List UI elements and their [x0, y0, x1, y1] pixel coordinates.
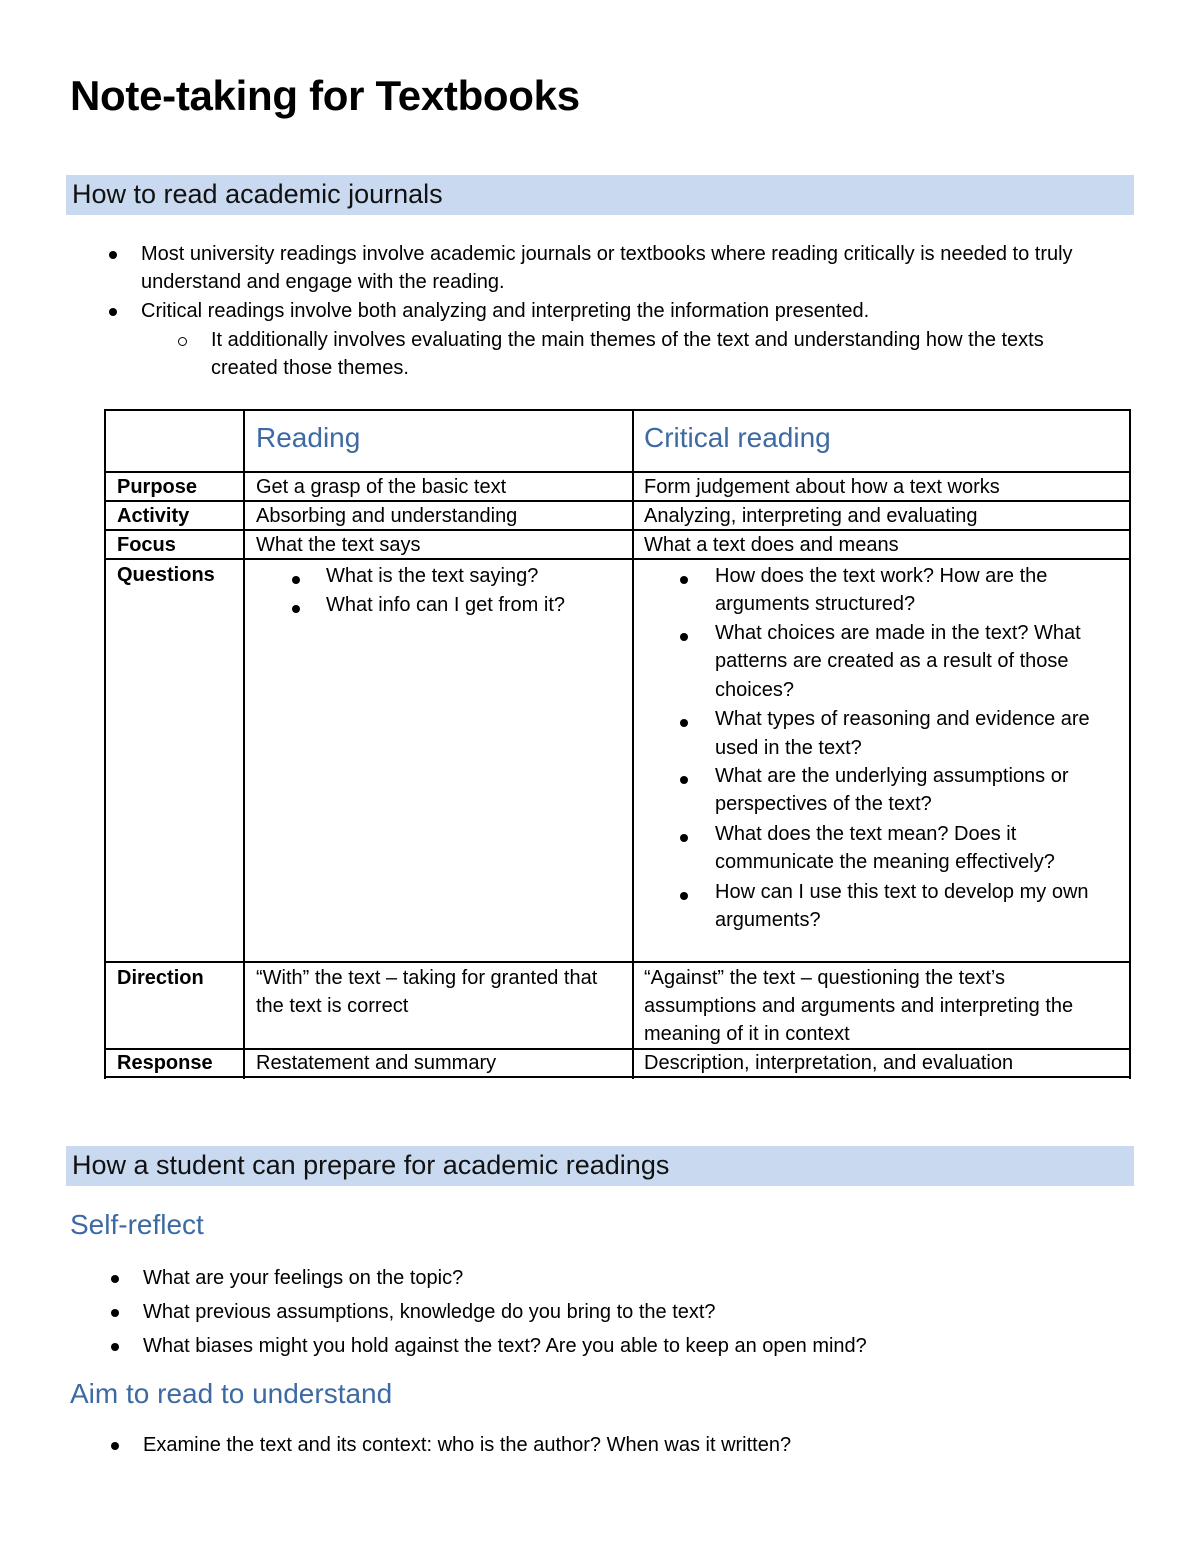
- bullet-icon: [680, 834, 688, 842]
- list-item: How can I use this text to develop my own: [715, 881, 1089, 903]
- bullet-text: Most university readings involve academic journals or textbooks where reading critically is needed to truly: [141, 243, 1073, 265]
- list-item-continued: used in the text?: [715, 737, 862, 759]
- list-item: What are the underlying assumptions or: [715, 765, 1069, 787]
- subheading-self-reflect: Self-reflect: [70, 1209, 204, 1240]
- list-item-continued: communicate the meaning effectively?: [715, 851, 1055, 873]
- bullet-icon: [111, 1442, 119, 1450]
- table-cell: Get a grasp of the basic text: [256, 476, 507, 498]
- table-cell: Analyzing, interpreting and evaluating: [644, 505, 978, 527]
- list-item-continued: arguments structured?: [715, 593, 916, 615]
- row-label-response: Response: [117, 1052, 213, 1074]
- list-item: What types of reasoning and evidence are: [715, 708, 1090, 730]
- row-label-direction: Direction: [117, 967, 204, 989]
- list-item: What does the text mean? Does it: [715, 823, 1017, 845]
- table-cell: the text is correct: [256, 995, 409, 1017]
- bullet-icon: [111, 1343, 119, 1351]
- table-cell: assumptions and arguments and interpreting the: [644, 995, 1074, 1017]
- bullet-icon: [680, 776, 688, 784]
- row-label-purpose: Purpose: [117, 476, 198, 498]
- row-label-questions: Questions: [117, 564, 215, 586]
- table-cell: “With” the text – taking for granted that: [256, 967, 598, 989]
- section-heading-band: [66, 1146, 1134, 1186]
- bullet-icon: [680, 576, 688, 584]
- subheading-aim-to-read: Aim to read to understand: [70, 1378, 393, 1409]
- table-cell: Description, interpretation, and evaluation: [644, 1052, 1014, 1074]
- list-item-continued: patterns are created as a result of those: [715, 650, 1069, 672]
- list-item: What biases might you hold against the text? Are you able to keep an open mind?: [143, 1335, 867, 1357]
- bullet-icon: [109, 308, 117, 316]
- sub-bullet-icon: [178, 337, 187, 346]
- sub-bullet-text: It additionally involves evaluating the main themes of the text and understanding how the texts: [211, 329, 1044, 351]
- bullet-icon: [292, 605, 300, 613]
- bullet-icon: [111, 1309, 119, 1317]
- bullet-text-continued: understand and engage with the reading.: [141, 271, 505, 293]
- table-cell: “Against” the text – questioning the text’s: [644, 967, 1005, 989]
- list-item-continued: perspectives of the text?: [715, 793, 932, 815]
- row-label-activity: Activity: [117, 505, 190, 527]
- comparison-table: [104, 409, 1131, 1079]
- list-item-continued: choices?: [715, 679, 794, 701]
- bullet-icon: [680, 633, 688, 641]
- list-item: What info can I get from it?: [326, 594, 565, 616]
- bullet-icon: [292, 576, 300, 584]
- table-cell: Restatement and summary: [256, 1052, 497, 1074]
- column-header-reading: Reading: [256, 422, 361, 453]
- section-heading-band: [66, 175, 1134, 215]
- bullet-text: Critical readings involve both analyzing and interpreting the information presented.: [141, 300, 870, 322]
- section-heading: How a student can prepare for academic readings: [72, 1150, 670, 1180]
- section-heading: How to read academic journals: [72, 179, 443, 209]
- table-cell: Absorbing and understanding: [256, 505, 518, 527]
- bullet-icon: [680, 719, 688, 727]
- bullet-icon: [680, 892, 688, 900]
- document-title: Note-taking for Textbooks: [70, 72, 580, 119]
- sub-bullet-text-continued: created those themes.: [211, 357, 409, 379]
- list-item-continued: arguments?: [715, 909, 821, 931]
- column-header-critical-reading: Critical reading: [644, 422, 831, 453]
- table-cell: What a text does and means: [644, 534, 899, 556]
- list-item: What previous assumptions, knowledge do you bring to the text?: [143, 1301, 716, 1323]
- list-item: What choices are made in the text? What: [715, 622, 1081, 644]
- list-item: How does the text work? How are the: [715, 565, 1048, 587]
- list-item: What are your feelings on the topic?: [143, 1267, 464, 1289]
- table-cell: meaning of it in context: [644, 1023, 850, 1045]
- bullet-icon: [109, 251, 117, 259]
- list-item: Examine the text and its context: who is the author? When was it written?: [143, 1434, 792, 1456]
- list-item: What is the text saying?: [326, 565, 539, 587]
- table-cell: What the text says: [256, 534, 421, 556]
- row-label-focus: Focus: [117, 534, 176, 556]
- bullet-icon: [111, 1275, 119, 1283]
- table-cell: Form judgement about how a text works: [644, 476, 1000, 498]
